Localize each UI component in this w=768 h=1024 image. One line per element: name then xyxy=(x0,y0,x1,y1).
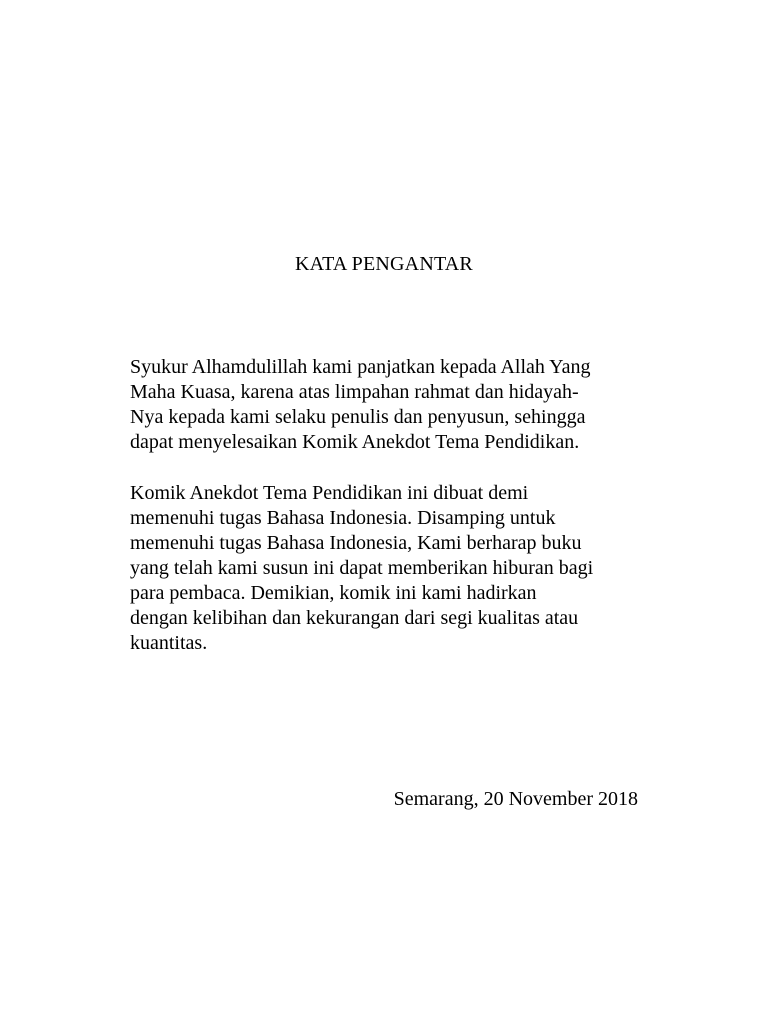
paragraph-line: memenuhi tugas Bahasa Indonesia, Kami berharap buku xyxy=(130,532,582,554)
paragraph-purpose xyxy=(130,481,650,656)
paragraph-line: para pembaca. Demikian, komik ini kami hadirkan xyxy=(130,582,537,604)
paragraph-line: memenuhi tugas Bahasa Indonesia. Disamping untuk xyxy=(130,507,556,529)
paragraph-line: Komik Anekdot Tema Pendidikan ini dibuat demi xyxy=(130,482,529,504)
paragraph-intro xyxy=(130,355,650,455)
paragraph-line: dengan kelibihan dan kekurangan dari segi kualitas atau xyxy=(130,607,579,629)
paragraph-line: dapat menyelesaikan Komik Anekdot Tema Pendidikan. xyxy=(130,431,580,453)
place-date-signature: Semarang, 20 November 2018 xyxy=(393,788,638,810)
paragraph-line: Nya kepada kami selaku penulis dan penyusun, sehingga xyxy=(130,406,586,428)
paragraph-line: yang telah kami susun ini dapat memberikan hiburan bagi xyxy=(130,557,594,579)
paragraph-line: kuantitas. xyxy=(130,632,208,654)
paragraph-line: Maha Kuasa, karena atas limpahan rahmat dan hidayah- xyxy=(130,381,579,403)
page-title: KATA PENGANTAR xyxy=(295,253,473,275)
paragraph-line: Syukur Alhamdulillah kami panjatkan kepada Allah Yang xyxy=(130,356,591,378)
